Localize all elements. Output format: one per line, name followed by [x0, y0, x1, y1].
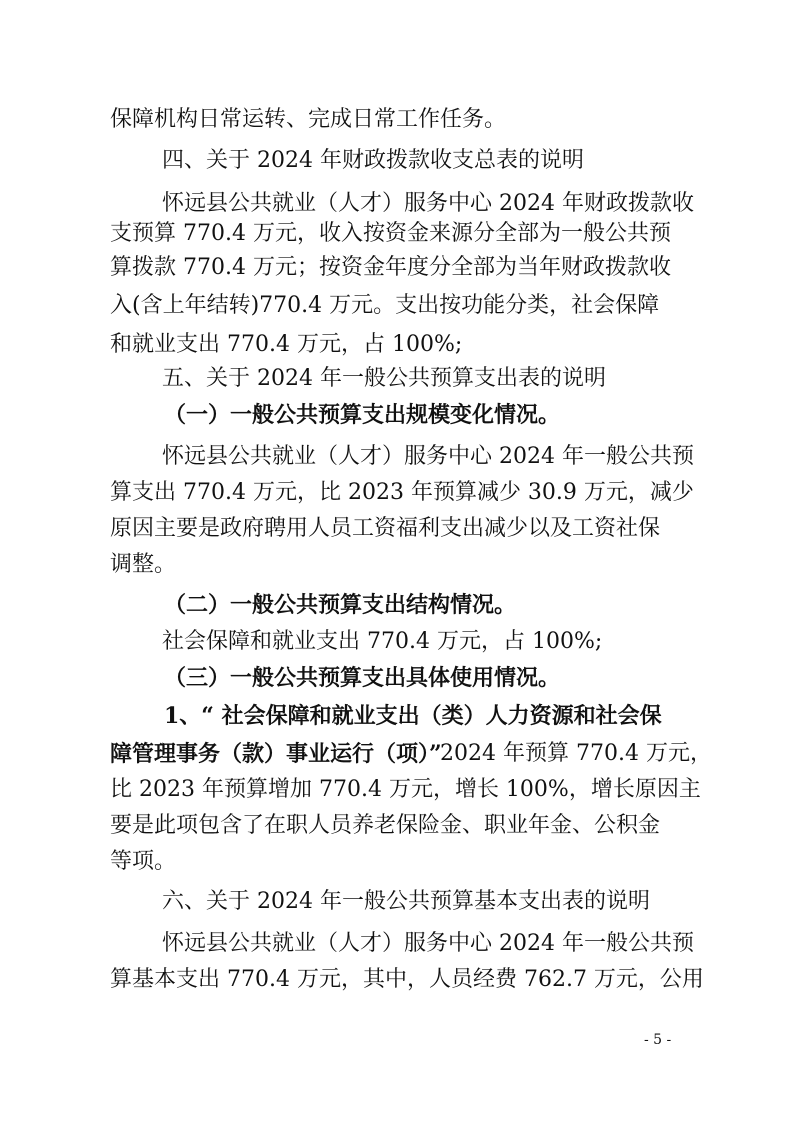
paragraph-line: 原因主要是政府聘用人员工资福利支出减少以及工资社保 — [110, 516, 661, 541]
paragraph-line: 怀远县公共就业（人才）服务中心 2024 年一般公共预 — [162, 444, 694, 469]
paragraph-line: 和就业支出 770.4 万元，占 100%; — [110, 332, 463, 357]
item-heading-1: 1、“ 社会保障和就业支出（类）人力资源和社会保 — [164, 703, 662, 729]
paragraph-line: 算支出 770.4 万元，比 2023 年预算减少 30.9 万元，减少 — [110, 480, 694, 505]
paragraph-line: 2024 年预算 770.4 万元， — [440, 741, 712, 766]
paragraph-line: 要是此项包含了在职人员养老保险金、职业年金、公积金 — [110, 813, 661, 838]
paragraph-line: 入(含上年结转)770.4 万元。支出按功能分类，社会保障 — [110, 293, 660, 318]
section-heading-4: 四、关于 2024 年财政拨款收支总表的说明 — [162, 148, 584, 173]
paragraph-line: 支预算 770.4 万元，收入按资金来源分全部为一般公共预 — [110, 221, 671, 246]
paragraph-line: 社会保障和就业支出 770.4 万元，占 100%; — [162, 629, 603, 654]
paragraph-line: 怀远县公共就业（人才）服务中心 2024 年一般公共预 — [162, 931, 694, 956]
page-number: - 5 - — [644, 1032, 672, 1048]
paragraph-line: 保障机构日常运转、完成日常工作任务。 — [110, 107, 507, 132]
section-heading-6: 六、关于 2024 年一般公共预算基本支出表的说明 — [162, 889, 650, 914]
subheading-3: （三）一般公共预算支出具体使用情况。 — [164, 665, 561, 691]
paragraph-line: 算拨款 770.4 万元；按资金年度分全部为当年财政拨款收 — [110, 255, 671, 280]
paragraph-line: 比 2023 年预算增加 770.4 万元，增长 100%，增长原因主 — [110, 777, 701, 802]
section-heading-5: 五、关于 2024 年一般公共预算支出表的说明 — [162, 366, 606, 391]
paragraph-line: 等项。 — [110, 849, 177, 874]
paragraph-line: 调整。 — [110, 552, 177, 577]
subheading-1: （一）一般公共预算支出规模变化情况。 — [164, 402, 561, 428]
item-heading-1-continued: 障管理事务（款）事业运行（项）” — [110, 741, 442, 767]
subheading-2: （二）一般公共预算支出结构情况。 — [164, 592, 517, 618]
paragraph-line: 怀远县公共就业（人才）服务中心 2024 年财政拨款收 — [162, 191, 694, 216]
paragraph-line: 算基本支出 770.4 万元，其中，人员经费 762.7 万元，公用 — [110, 967, 704, 992]
